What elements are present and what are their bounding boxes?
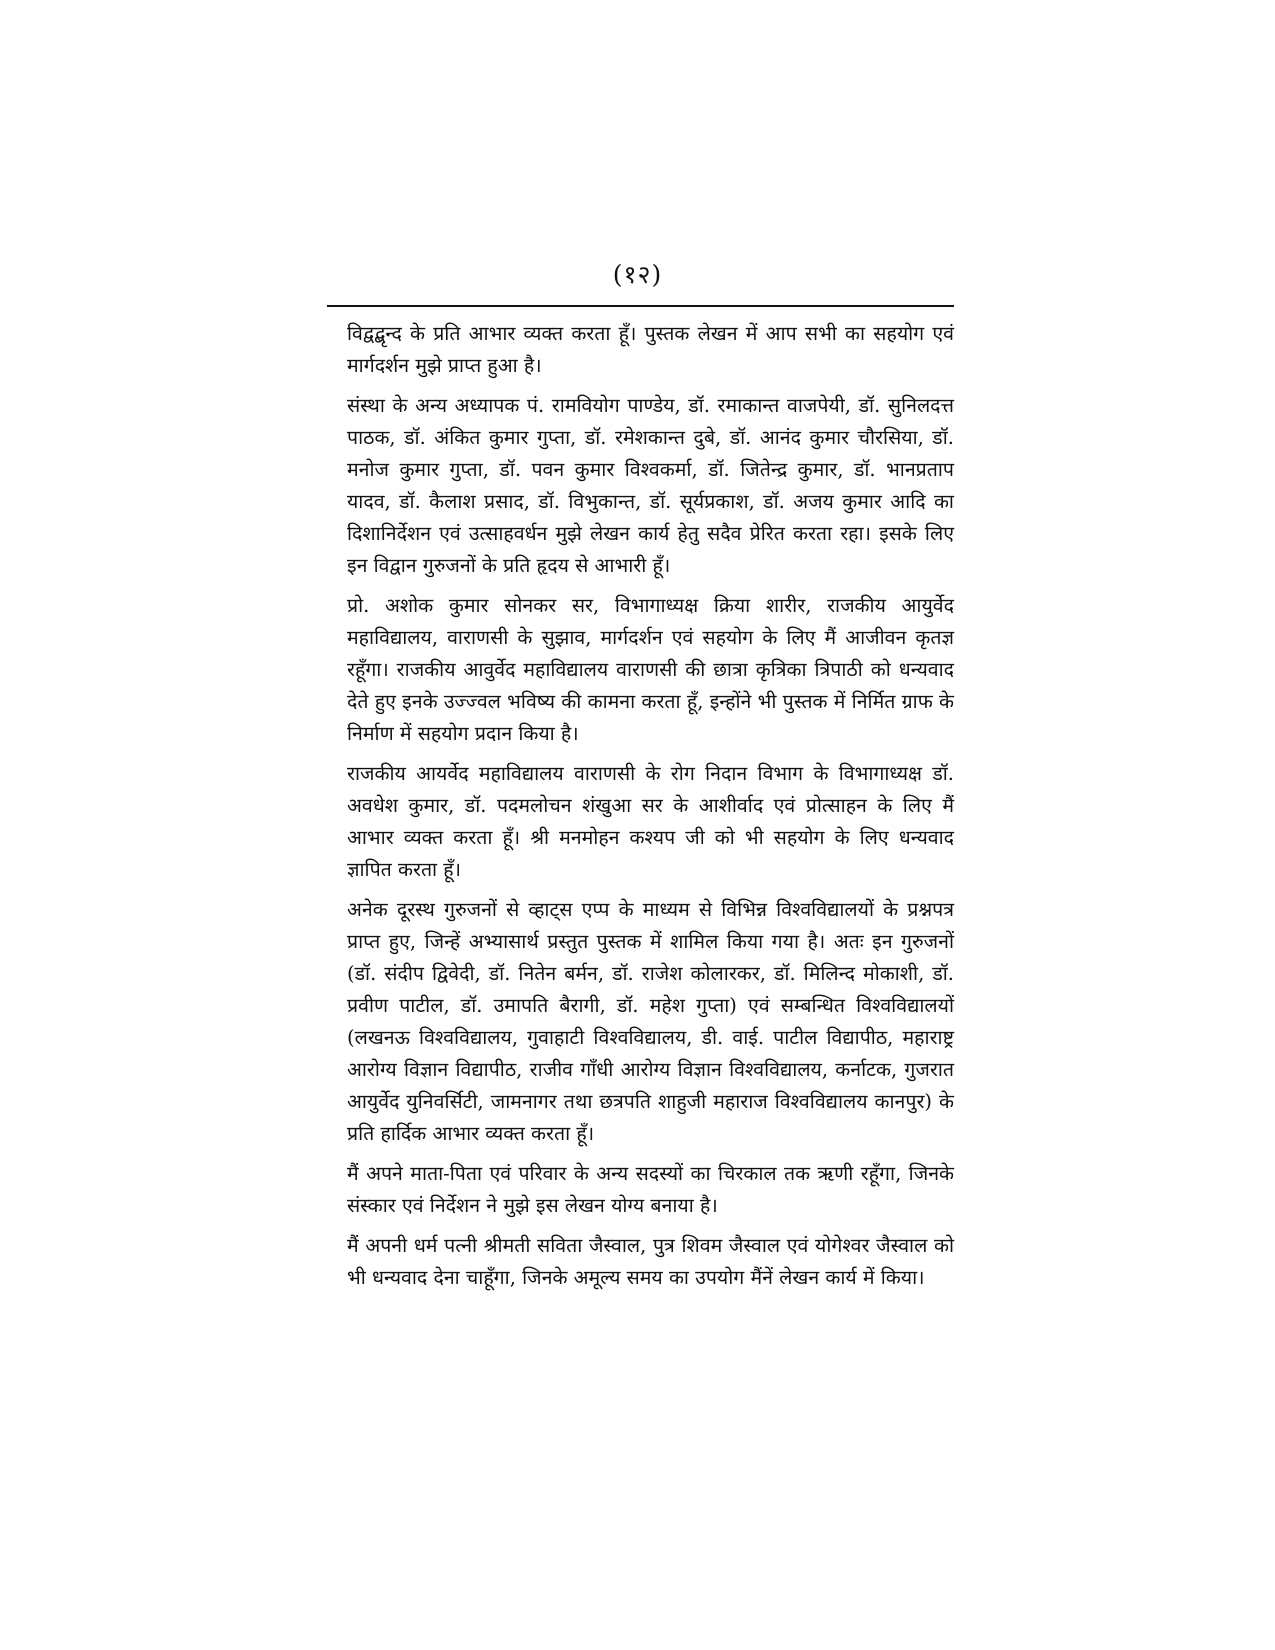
paragraph: विद्वद्बृन्द के प्रति आभार व्यक्त करता हूँ। पुस्तक लेखन में आप सभी का सहयोग एवं मार्गदर्शन मुझे प्राप्त हुआ है। [347, 322, 954, 377]
body-text [347, 318, 954, 1302]
paragraph: मैं अपने माता-पिता एवं परिवार के अन्य सदस्यों का चिरकाल तक ऋणी रहूँगा, जिनके संस्कार एवं निर्देशन ने मुझे इस लेखन योग्य बनाया है। [347, 1162, 954, 1217]
paragraph: संस्था के अन्य अध्यापक पं. रामवियोग पाण्डेय, डॉ. रमाकान्त वाजपेयी, डॉ. सुनिलदत्त पाठक, डॉ. अंकित कुमार गुप्ता, डॉ. रमेशकान्त दुबे, डॉ. आनंद कुमार चौरसिया, डॉ. मनोज कुमार गुप्ता, डॉ. पवन कुमार विश्वकर्मा, डॉ. जितेन्द्र कुमार, डॉ. भानप्रताप यादव, डॉ. कैलाश प्रसाद, डॉ. विभुकान्त, डॉ. सूर्यप्रकाश, डॉ. अजय कुमार आदि का दिशानिर्देशन एवं उत्साहवर्धन मुझे लेखन कार्य हेतु सदैव प्रेरित करता रहा। इसके लिए इन विद्वान गुरुजनों के प्रति हृदय से आभारी हूँ। [347, 394, 954, 577]
page-number: (१२) [612, 260, 663, 289]
paragraph: प्रो. अशोक कुमार सोनकर सर, विभागाध्यक्ष क्रिया शारीर, राजकीय आयुर्वेद महाविद्यालय, वाराणसी के सुझाव, मार्गदर्शन एवं सहयोग के लिए मैं आजीवन कृतज्ञ रहूँगा। राजकीय आवुर्वेद महाविद्यालय वाराणसी की छात्रा कृत्रिका त्रिपाठी को धन्यवाद देते हुए इनके उज्ज्वल भविष्य की कामना करता हूँ, इन्होंने भी पुस्तक में निर्मित ग्राफ के निर्माण में सहयोग प्रदान किया है। [347, 594, 954, 745]
paragraph: मैं अपनी धर्म पत्नी श्रीमती सविता जैस्वाल, पुत्र शिवम जैस्वाल एवं योगेश्वर जैस्वाल को भी धन्यवाद देना चाहूँगा, जिनके अमूल्य समय का उपयोग मैंनें लेखन कार्य में किया। [347, 1234, 954, 1289]
paragraph: राजकीय आयर्वेद महाविद्यालय वाराणसी के रोग निदान विभाग के विभागाध्यक्ष डॉ. अवधेश कुमार, डॉ. पदमलोचन शंखुआ सर के आशीर्वाद एवं प्रोत्साहन के लिए मैं आभार व्यक्त करता हूँ। श्री मनमोहन कश्यप जी को भी सहयोग के लिए धन्यवाद ज्ञापित करता हूँ। [347, 762, 954, 881]
paragraph: अनेक दूरस्थ गुरुजनों से व्हाट्स एप्प के माध्यम से विभिन्न विश्वविद्यालयों के प्रश्नपत्र प्राप्त हुए, जिन्हें अभ्यासार्थ प्रस्तुत पुस्तक में शामिल किया गया है। अतः इन गुरुजनों (डॉ. संदीप द्विवेदी, डॉ. नितेन बर्मन, डॉ. राजेश कोलारकर, डॉ. मिलिन्द मोकाशी, डॉ. प्रवीण पाटील, डॉ. उमापति बैरागी, डॉ. महेश गुप्ता) एवं सम्बन्धित विश्वविद्यालयों (लखनऊ विश्वविद्यालय, गुवाहाटी विश्वविद्यालय, डी. वाई. पाटील विद्यापीठ, महाराष्ट्र आरोग्य विज्ञान विद्यापीठ, राजीव गाँधी आरोग्य विज्ञान विश्वविद्यालय, कर्नाटक, गुजरात आयुर्वेद युनिवर्सिटी, जामनागर तथा छत्रपति शाहुजी महाराज विश्वविद्यालय कानपुर) के प्रति हार्दिक आभार व्यक्त करता हूँ। [347, 898, 954, 1145]
header-rule [327, 305, 954, 307]
